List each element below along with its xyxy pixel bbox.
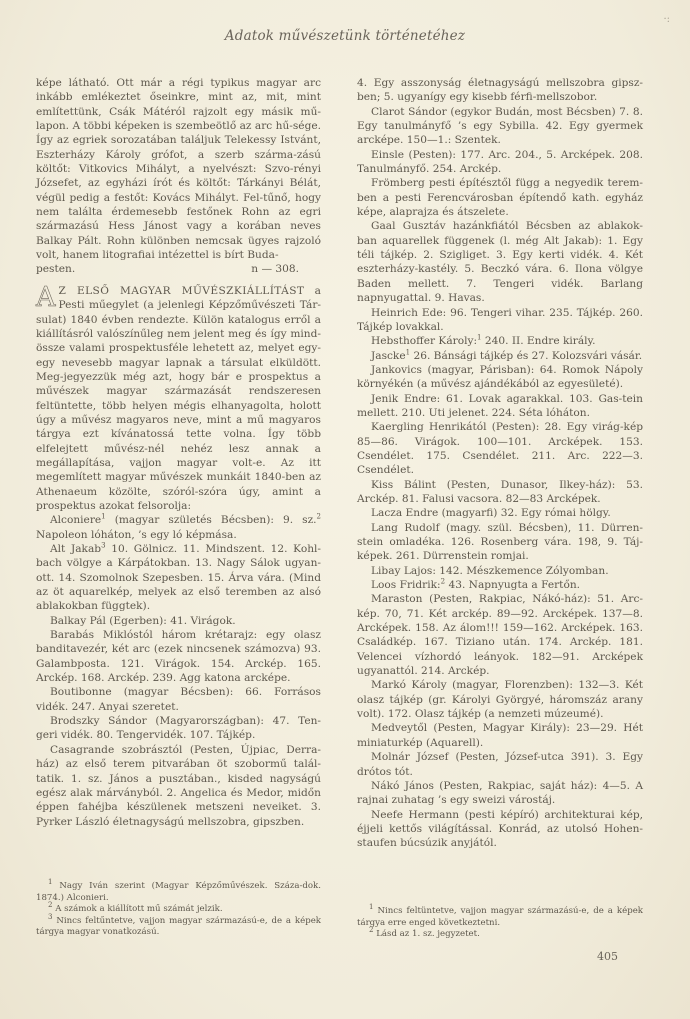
footnote-ref: 1 bbox=[477, 333, 482, 342]
entry-text: 26. Bánsági tájkép és 27. Kolozsvári vásár. bbox=[410, 349, 643, 362]
catalog-entry bbox=[357, 148, 643, 177]
entry-text: Nákó János (Pesten, Rakpiac, saját ház): 4—5. A rajnai zuhatag ’s egy sweizi várostáj. bbox=[357, 779, 643, 807]
entry-text: Brodszky Sándor (Magyarországban): 47. Ten-geri vidék. 80. Tengervidék. 107. Tájkép. bbox=[36, 715, 321, 742]
entry-text: (magyar születés Bécsben): 9. sz. bbox=[105, 514, 317, 527]
entry-text: Libay Lajos: 142. Mészkemence Zólyomban. bbox=[371, 564, 609, 577]
entry-text: Gaal Gusztáv hazánkfiától Bécsben az ablakok-ban aquarellek függenek (l. még Alt Jakab): 1. Egy téli tájkép. 2. Szigliget. 3. Egy kerti vidék. 4. Két eszterházy-kastély. 5. Beczkó vára. 6. Ilona völgye Baden mellett. 7. Tengeri vidék. Barlang napnyugattal. 9. Havas. bbox=[357, 220, 643, 305]
footnote-ref: 2 bbox=[316, 512, 321, 521]
section-caps: Z ELSŐ MAGYAR MŰVÉSZKIÁLLÍTÁST bbox=[58, 284, 305, 297]
paragraph-continuation bbox=[36, 76, 321, 262]
entry-text: Boutibonne (magyar Bécsben): 66. Forrásos vidék. 247. Anyai szeretet. bbox=[36, 686, 321, 713]
entry-text: Frömberg pesti építésztől függ a negyedik terem-ben a pesti Ferencvárosban építendő kath. egyház képe, alaprajza és átszelete. bbox=[357, 177, 643, 219]
entry-text: Barabás Miklóstól három krétarajz: egy olasz banditavezér, két arc (ezek nincsenek számozva) 93. Galambposta. 121. Virágok. 154. Arckép. 165. Arckép. 168. Arckép. 239. Agg katona arcképe. bbox=[36, 629, 321, 685]
catalog-entry bbox=[357, 105, 643, 148]
entry-text: Loos Fridrik: bbox=[371, 579, 441, 592]
drop-cap: A bbox=[36, 281, 56, 313]
footnote-text: Nincs feltűntetve, vajjon magyar származású-e, de a képek tárgya magyar vonatkozású. bbox=[36, 915, 321, 937]
catalog-entry bbox=[357, 176, 643, 219]
entry-text: Jenik Endre: 61. Lovak agarakkal. 103. Gas-tein mellett. 210. Uti jelenet. 224. Séta lóháton. bbox=[357, 392, 643, 419]
catalog-entry bbox=[36, 513, 321, 542]
catalog-entry bbox=[36, 542, 321, 614]
catalog-entry bbox=[357, 578, 643, 592]
paragraph-last-line: pesten. bbox=[36, 263, 76, 276]
footnote bbox=[36, 912, 321, 939]
entry-text: Lacza Endre (magyarfi) 32. Egy római hölgy. bbox=[371, 507, 611, 520]
entry-text: Balkay Pál (Egerben): 41. Virágok. bbox=[50, 614, 236, 627]
section-intro bbox=[36, 281, 321, 514]
footnote-mark: 2 bbox=[369, 926, 374, 935]
catalog-entry bbox=[36, 743, 321, 829]
entry-text: Heinrich Ede: 96. Tengeri vihar. 235. Tájkép. 260. Tájkép lovakkal. bbox=[357, 306, 643, 333]
entry-text: 240. II. Endre király. bbox=[481, 335, 596, 348]
catalog-entry bbox=[36, 614, 321, 628]
entry-text: Kiss Bálint (Pesten, Dunasor, Ilkey-ház): 53. Arckép. 81. Falusi vacsora. 82—83 Arcképek. bbox=[357, 478, 643, 505]
footnote-text: Lásd az 1. sz. jegyzetet. bbox=[373, 929, 480, 939]
footnote bbox=[36, 901, 321, 916]
catalog-entry bbox=[357, 750, 643, 779]
catalog-entry bbox=[357, 349, 643, 363]
catalog-entry bbox=[36, 685, 321, 714]
catalog-entry bbox=[357, 678, 643, 721]
catalog-entry bbox=[36, 714, 321, 743]
paragraph-continuation: 4. Egy asszonyság életnagyságú mellszobra gipsz-ben; 5. ugyanígy egy kisebb férfi-mellszobor. bbox=[357, 77, 643, 104]
entry-text: Jascke bbox=[371, 349, 406, 362]
page-number: 405 bbox=[597, 950, 618, 963]
left-column bbox=[36, 76, 321, 829]
entry-text: Medveytől (Pesten, Magyar Király): 23—29. Hét miniaturkép (Aquarell). bbox=[357, 722, 643, 749]
footnote-text: Nagy Iván szerint (Magyar Képzőművészek. Száza-dok. 1874.) Alconieri. bbox=[36, 881, 321, 903]
entry-text: Einsle (Pesten): 177. Arc. 204., 5. Arcképek. 208. Tanulmányfő. 254. Arckép. bbox=[357, 148, 643, 176]
entry-text: Kaergling Henrikától (Pesten): 28. Egy virág-kép 85—86. Virágok. 100—101. Arcképek. 153. Csendélet. 175. Csendélet. 211. Arc. 222—3. Csendélet. bbox=[357, 421, 643, 477]
entry-text: Hebsthoffer Károly: bbox=[371, 335, 478, 348]
left-footnotes bbox=[36, 878, 321, 939]
section-text: a Pesti műegylet (a jelenlegi Képzőművészeti Tár-sulat) 1840 évben rendezte. Külön katalogus erről a kiállításról valószínűleg nem jelent meg és így mind-össze valami prospektusféle lehetett az, melyet egy-egy nevesebb magyar lapnak a társulat elküldött. Meg-jegyezzük még azt, hogy bár e prospektus a művészek magyar származását rendszeresen feltüntette, több helyen mégis elhanyagolta, holott úgy a művész magyaros neve, mint a mű magyaros tárgya ezt kívánatossá tette volna. Így több elfelejtett művész-nél nehéz lesz annak a megállapítása, vajjon magyar volt-e. Az itt megemlített magyar művészek munkáit 1840-ben az Athenaeum közölte, szóról-szóra úgy, amint a prospektus azokat felsorolja: bbox=[36, 284, 321, 512]
entry-text: Casagrande szobrásztól (Pesten, Újpiac, Derra-ház) az első terem pitvarában öt szobormű talál-tatik. 1. sz. János a pusztában., kisded nagyságú egész alak márványból. 2. Angelica és Medor, midőn éppen fahéjba készülenek metszeni neveiket. 3. Pyrker László életnagyságú mellszobra, gipszben. bbox=[36, 743, 321, 828]
entry-text: Alt Jakab bbox=[50, 543, 102, 555]
entry-text: Neefe Hermann (pesti képíró) architekturai kép, éjjeli kettős világítással. Konrád, az utolsó Hohen-staufen búcsúzik anyjától. bbox=[357, 808, 643, 850]
footnote-text: Nincs feltüntetve, vajjon magyar származású-e, de a képek tárgya erre enged következtetni. bbox=[357, 906, 643, 928]
entry-text: Maraston (Pesten, Rakpiac, Nákó-ház): 51. Arc-kép. 70, 71. Két arckép. 89—92. Arcképek. 137—8. Arcképek. 158. Az álom!!! 159—162. Arcképek. 163. Családkép. 167. Tiziano után. 174. Arckép. 181. Velencei vízhordó leányok. 182—91. Arcképek ugyanattól. 214. Arckép. bbox=[357, 593, 643, 678]
footnote-ref: 2 bbox=[440, 577, 446, 586]
footnote bbox=[36, 878, 321, 904]
footnote-ref: 1 bbox=[101, 512, 106, 521]
entry-text: Jankovics (magyar, Párisban): 64. Romok Nápoly környékén (a művész ajándékából az egyesületé). bbox=[357, 363, 643, 391]
entry-text: Alconiere bbox=[50, 514, 102, 527]
entry-text: Napoleon lóháton, ’s egy ló képmása. bbox=[36, 528, 237, 541]
entry-text: Molnár József (Pesten, József-utca 391). 3. Egy drótos tót. bbox=[357, 751, 643, 778]
right-column bbox=[357, 76, 643, 851]
catalog-entry bbox=[357, 478, 643, 507]
running-title: Adatok művészetünk történetéhez bbox=[224, 28, 466, 44]
footnote-mark: 2 bbox=[48, 901, 53, 910]
entry-text: Clarot Sándor (egykor Budán, most Bécsben) 7. 8. Egy tanulmányfő ’s egy Sybilla. 42. Egy gyermek arcképe. 150—1.: Szentek. bbox=[357, 105, 643, 147]
left-entries bbox=[36, 513, 321, 829]
catalog-entry bbox=[357, 392, 643, 421]
catalog-entry bbox=[36, 628, 321, 685]
footnote-mark: 1 bbox=[48, 878, 53, 887]
paragraph-end bbox=[36, 262, 321, 276]
footnote-text: A számok a kiállított mű számát jelzik. bbox=[52, 904, 223, 914]
catalog-entry bbox=[357, 306, 643, 335]
paragraph-text: képe látható. Ott már a régi typikus magyar arc inkább emlékeztet őseinkre, mint az, mit, mint említettünk, Csák Mátéról rajzolt egy másik mű-lapon. A többi képeken is szembeötlő az arc hű-sége. Így az egriek sorozatában találjuk Telekessy Istvánt, Eszterházy Károly grófot, a szerb szárma-zású költőt: Vitkovics Mihályt, a nyelvészt: Szvo-rényi Józsefet, az egyházi írót és költőt: Tárkányi Bélát, végül pedig a festőt: Kovács Mihályt. Fel-tűnő, hogy nem találta érdemesebb festőnek Rohn az egri származású Hess Jánost vagy a korában neves Balkay Pált. Rohn különben nemcsak ügyes rajzoló volt, hanem litografiai intézettel is bírt Buda- bbox=[36, 77, 321, 262]
author-signature: n — 308. bbox=[251, 263, 299, 276]
catalog-entry bbox=[357, 808, 643, 851]
catalog-entry bbox=[357, 521, 643, 564]
catalog-entry bbox=[357, 779, 643, 808]
footnote-ref: 3 bbox=[101, 541, 106, 550]
entry-text: 10. Gölnicz. 11. Mindszent. 12. Kohl-bach völgye a Kárpátokban. 13. Nagy Sálok ugyan-ott. 14. Szomolnok Szepesben. 15. Árva vára. (Mind az öt aquarelkép, melyek az első teremben az alsó ablakokban függtek). bbox=[36, 543, 321, 613]
right-entries bbox=[357, 105, 643, 851]
footnote-mark: 1 bbox=[369, 903, 374, 912]
footnote-mark: 3 bbox=[48, 912, 53, 921]
entry-text: Markó Károly (magyar, Florenzben): 132—3. Két olasz tájkép (gr. Károlyi Györgyé, háromszáz arany volt). 172. Olasz tájkép (a nemzeti múzeumé). bbox=[357, 679, 643, 721]
catalog-entry bbox=[357, 219, 643, 305]
catalog-entry bbox=[357, 721, 643, 750]
footnote-ref: 1 bbox=[405, 348, 411, 356]
footnote bbox=[357, 903, 643, 929]
catalog-entry bbox=[357, 506, 643, 520]
catalog-entry bbox=[357, 592, 643, 678]
corner-mark: ·: bbox=[663, 14, 670, 25]
catalog-entry bbox=[357, 334, 643, 348]
catalog-entry bbox=[357, 420, 643, 477]
entry-text: Lang Rudolf (magy. szül. Bécsben), 11. Dürren-stein omladéka. 126. Rosenberg vára. 198, 9. Táj-képek. 261. Dürrenstein romjai. bbox=[357, 521, 643, 563]
footnote bbox=[357, 926, 643, 941]
entry-text: 43. Napnyugta a Fertőn. bbox=[445, 579, 581, 592]
right-footnotes bbox=[357, 903, 643, 941]
catalog-entry bbox=[357, 564, 643, 578]
catalog-entry bbox=[357, 363, 643, 392]
